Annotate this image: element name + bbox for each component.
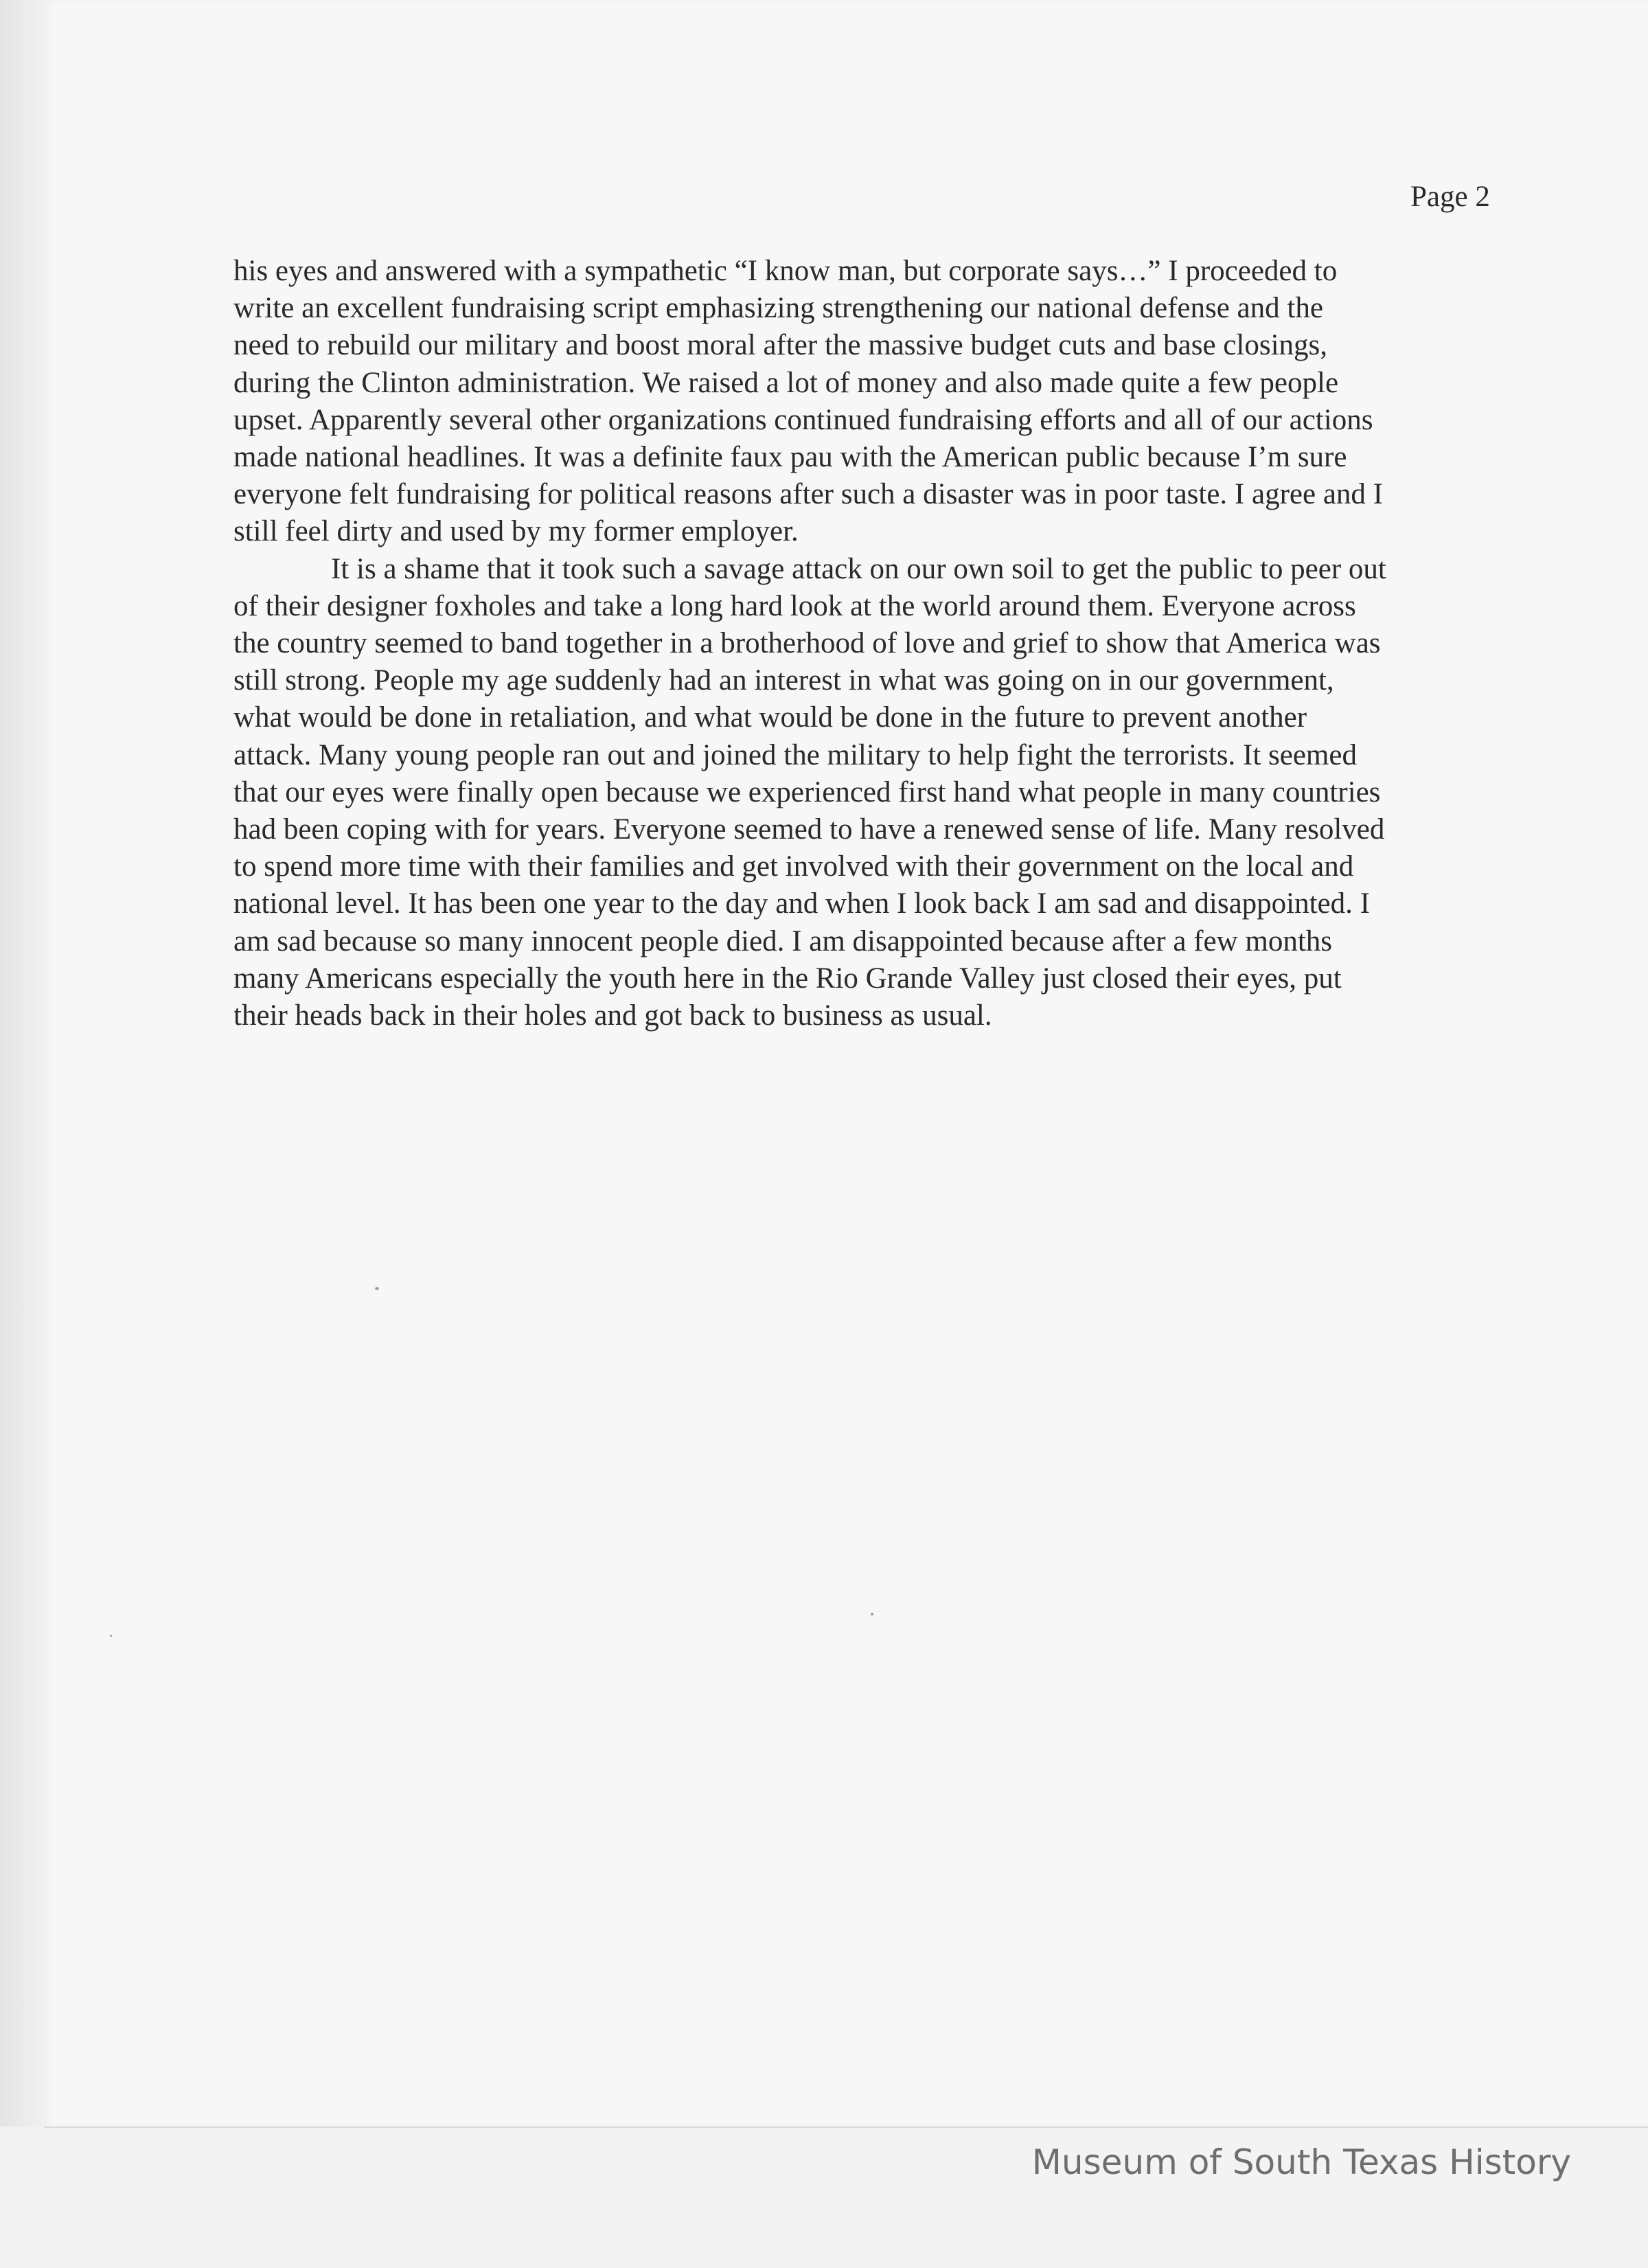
- text-line: still strong. People my age suddenly had an interest in what was going on in our government,: [233, 664, 1334, 697]
- text-line: need to rebuild our military and boost moral after the massive budget cuts and base closings,: [233, 329, 1327, 362]
- museum-watermark: Museum of South Texas History: [1031, 2142, 1571, 2182]
- document-body: [233, 253, 1500, 1034]
- paper-speck: [110, 1635, 112, 1637]
- text-line: upset. Apparently several other organizations continued fundraising efforts and all of our actions: [233, 403, 1373, 436]
- text-line: their heads back in their holes and got back to business as usual.: [233, 999, 992, 1032]
- text-line: everyone felt fundraising for political reasons after such a disaster was in poor taste. I agree and I: [233, 478, 1383, 511]
- paragraph-start-line: It is a shame that it took such a savage attack on our own soil to get the public to peer out: [331, 552, 1386, 585]
- text-line: what would be done in retaliation, and what would be done in the future to prevent another: [233, 701, 1307, 734]
- text-line: of their designer foxholes and take a long hard look at the world around them. Everyone across: [233, 589, 1356, 622]
- text-line: attack. Many young people ran out and joined the military to help fight the terrorists. It seemed: [233, 738, 1357, 771]
- text-line: during the Clinton administration. We raised a lot of money and also made quite a few people: [233, 366, 1339, 399]
- paper-speck: [375, 1287, 379, 1290]
- text-line: the country seemed to band together in a brotherhood of love and grief to show that America was: [233, 627, 1381, 660]
- text-line: had been coping with for years. Everyone seemed to have a renewed sense of life. Many resolved: [233, 813, 1385, 846]
- text-line: still feel dirty and used by my former employer.: [233, 515, 799, 548]
- text-line: to spend more time with their families and get involved with their government on the local and: [233, 850, 1354, 883]
- page-number: Page 2: [1410, 181, 1490, 213]
- text-line: write an excellent fundraising script emphasizing strengthening our national defense and the: [233, 292, 1323, 325]
- text-line: am sad because so many innocent people died. I am disappointed because after a few months: [233, 925, 1333, 957]
- text-line: national level. It has been one year to the day and when I look back I am sad and disappointed. I: [233, 887, 1370, 920]
- paper-speck: [871, 1613, 873, 1615]
- scan-edge-shadow: [0, 0, 44, 2127]
- text-line: his eyes and answered with a sympathetic “I know man, but corporate says…” I proceeded to: [233, 255, 1338, 287]
- text-line: made national headlines. It was a definite faux pau with the American public because I’m sure: [233, 441, 1347, 474]
- text-line: that our eyes were finally open because we experienced first hand what people in many countries: [233, 775, 1381, 808]
- text-line: many Americans especially the youth here in the Rio Grande Valley just closed their eyes, put: [233, 962, 1342, 995]
